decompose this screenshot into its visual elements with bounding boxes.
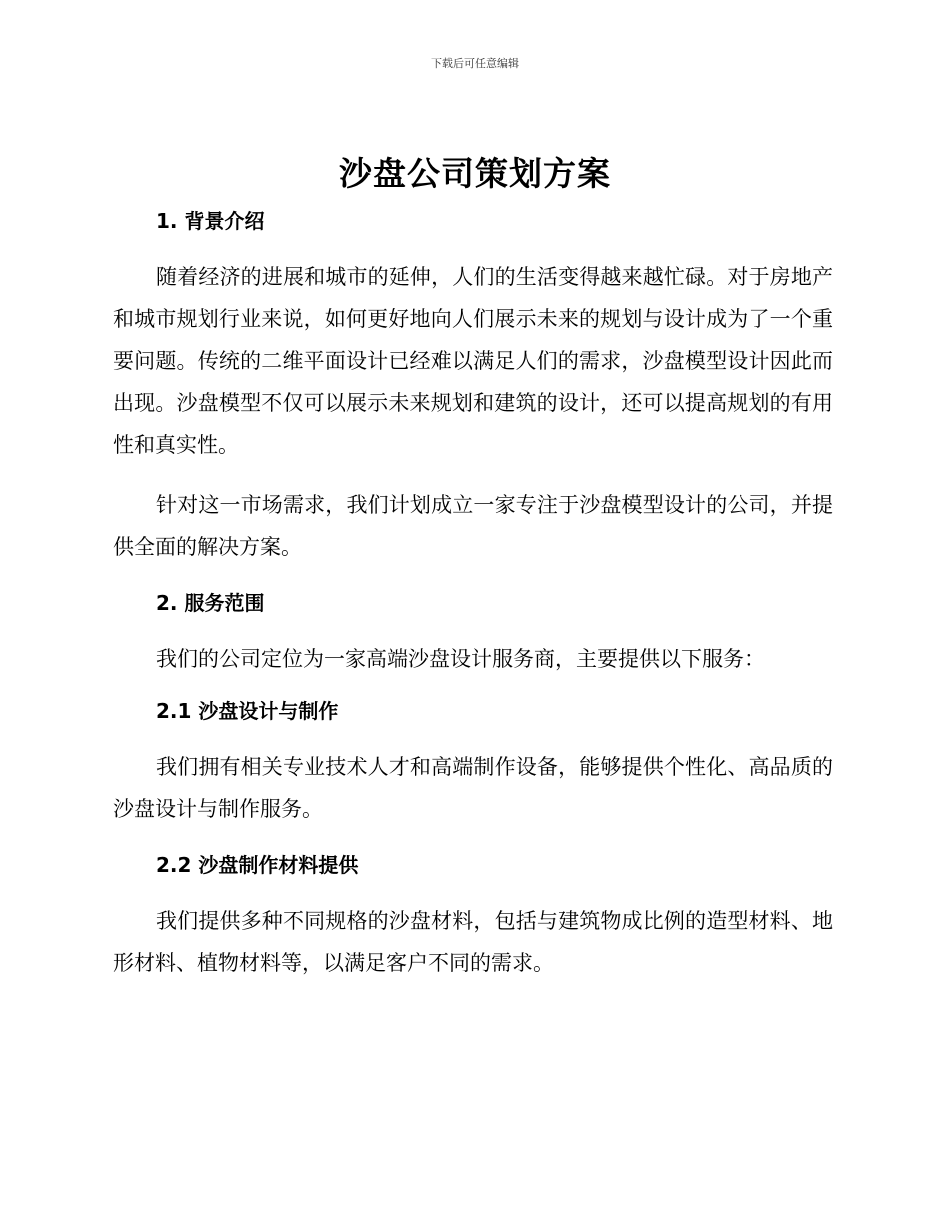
paragraph-background-2: 针对这一市场需求，我们计划成立一家专注于沙盘模型设计的公司，并提供全面的解决方案。 — [113, 493, 833, 559]
document-title: 沙盘公司策划方案 — [339, 154, 611, 193]
subsection-heading-materials: 2.2 沙盘制作材料提供 — [156, 853, 359, 877]
header-note: 下载后可任意编辑 — [431, 57, 519, 70]
section-heading-service-scope: 2. 服务范围 — [156, 591, 265, 615]
section-heading-background: 1. 背景介绍 — [156, 209, 265, 233]
paragraph-design-production: 我们拥有相关专业技术人才和高端制作设备，能够提供个性化、高品质的沙盘设计与制作服务。 — [113, 755, 833, 821]
paragraph-background-1: 随着经济的进展和城市的延伸，人们的生活变得越来越忙碌。对于房地产和城市规划行业来说，如何更好地向人们展示未来的规划与设计成为了一个重要问题。传统的二维平面设计已经难以满足人们的需求，沙盘模型设计因此而出现。沙盘模型不仅可以展示未来规划和建筑的设计，还可以提高规划的有用性和真实性。 — [113, 265, 833, 457]
paragraph-service-scope: 我们的公司定位为一家高端沙盘设计服务商，主要提供以下服务： — [156, 647, 765, 671]
document-body — [113, 204, 833, 1002]
subsection-heading-design-production: 2.1 沙盘设计与制作 — [156, 699, 339, 723]
paragraph-materials: 我们提供多种不同规格的沙盘材料，包括与建筑物成比例的造型材料、地形材料、植物材料等，以满足客户不同的需求。 — [113, 909, 833, 975]
